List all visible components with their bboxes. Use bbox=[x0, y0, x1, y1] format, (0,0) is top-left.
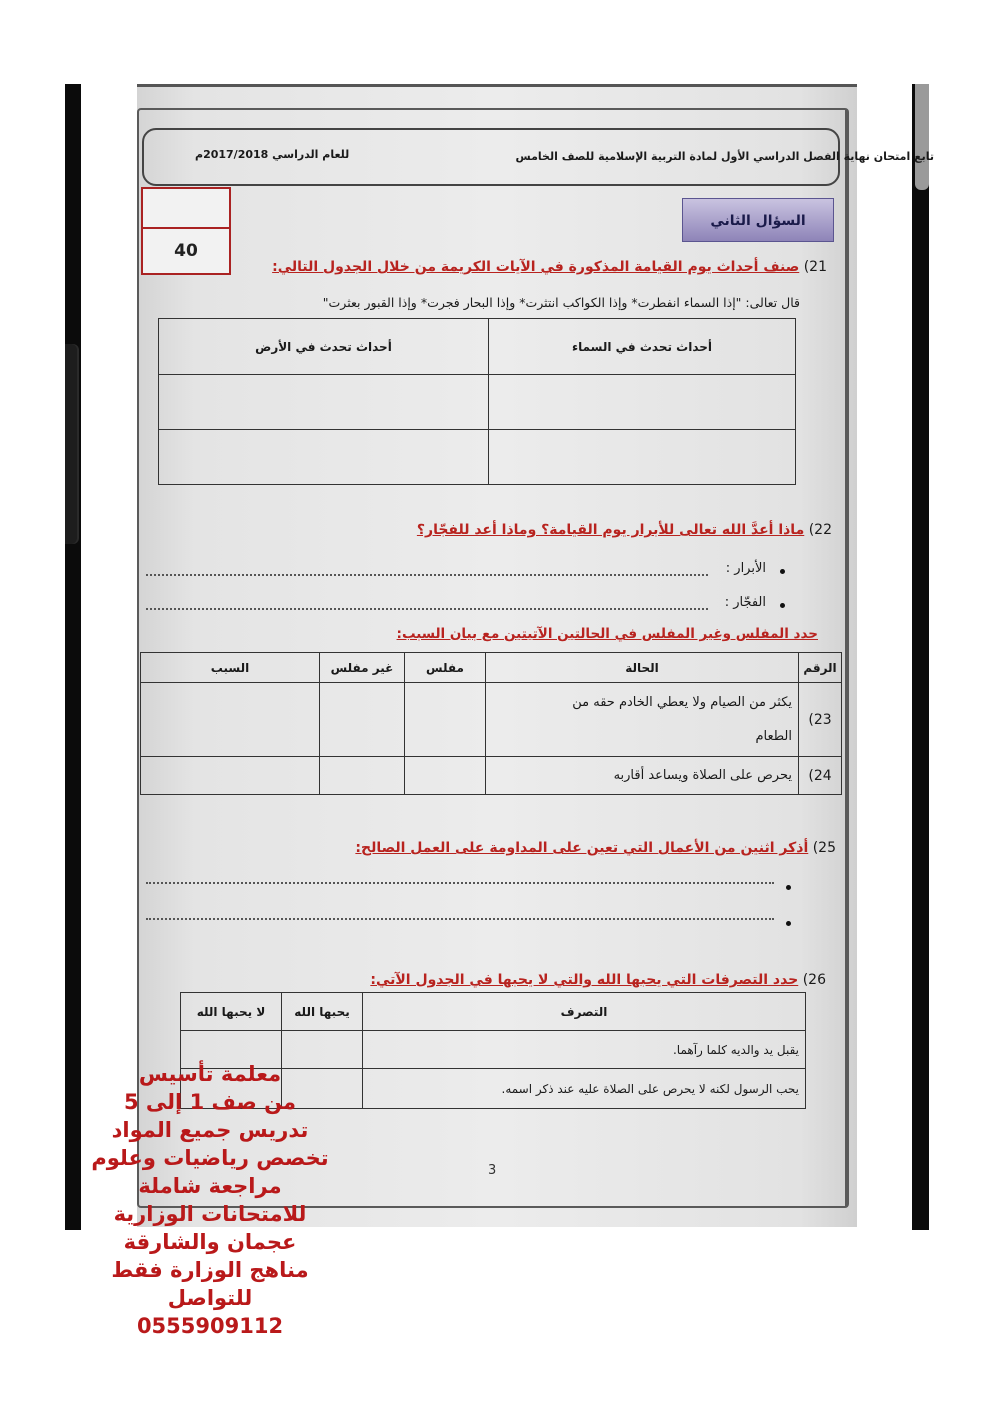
loved-header: يحبها الله bbox=[282, 993, 363, 1031]
action-cell: يحب الرسول لكنه لا يحرص على الصلاة عليه عند ذكر اسمه. bbox=[363, 1069, 806, 1109]
bankrupt-table bbox=[140, 652, 842, 795]
ad-line: من صف 1 إلى 5 bbox=[123, 1090, 297, 1114]
verse-text: قال تعالى: "إذا السماء انفطرت* وإذا الكواكب انتثرت* وإذا البحار فجرت* وإذا القبور بعثرت" bbox=[322, 295, 800, 310]
ad-line: للامتحانات الوزارية bbox=[113, 1202, 307, 1226]
page-number: 3 bbox=[488, 1163, 497, 1178]
ad-line: عجمان والشارقة bbox=[123, 1230, 297, 1254]
ad-line: معلمة تأسيس bbox=[138, 1062, 282, 1086]
answer-line[interactable] bbox=[146, 882, 774, 884]
row-number: 24) bbox=[799, 757, 842, 795]
bullet-icon bbox=[786, 921, 791, 926]
answer-cell[interactable] bbox=[405, 757, 486, 795]
fujjar-label: الفجّار : bbox=[724, 595, 766, 610]
not-bankrupt-header: غير مفلس bbox=[320, 653, 405, 683]
scrollbar-thumb[interactable] bbox=[915, 84, 929, 190]
question-25 bbox=[355, 840, 836, 856]
abrar-label: الأبرار : bbox=[725, 561, 766, 576]
case-cell: يحرص على الصلاة ويساعد أقاربه bbox=[486, 757, 799, 795]
question-prompt: أذكر اثنين من الأعمال التي تعين على المداومة على العمل الصالح: bbox=[355, 840, 809, 856]
bullet-icon bbox=[786, 885, 791, 890]
case-cell bbox=[486, 683, 799, 757]
answer-cell[interactable] bbox=[489, 430, 796, 485]
answer-cell[interactable] bbox=[159, 430, 489, 485]
bankrupt-instruction: حدد المفلس وغير المفلس في الحالتين الآتيتين مع بيان السبب: bbox=[396, 626, 818, 642]
question-prompt: ماذا أعدَّ الله تعالى للأبرار يوم القيامة؟ وماذا أعد للفجّار؟ bbox=[416, 522, 805, 538]
answer-cell[interactable] bbox=[405, 683, 486, 757]
reason-header: السبب bbox=[141, 653, 320, 683]
tutor-advertisement bbox=[60, 1060, 360, 1340]
left-edge-tab bbox=[65, 344, 77, 544]
ad-line: مناهج الوزارة فقط bbox=[111, 1258, 309, 1282]
answer-cell[interactable] bbox=[489, 375, 796, 430]
answer-line[interactable] bbox=[146, 574, 708, 576]
answer-cell[interactable] bbox=[141, 683, 320, 757]
col-sky-header: أحداث تحدث في السماء bbox=[489, 319, 796, 375]
answer-line[interactable] bbox=[146, 608, 708, 610]
exam-title: تابع امتحان نهاية الفصل الدراسي الأول لمادة التربية الإسلامية للصف الخامس bbox=[515, 150, 934, 163]
question-number: 26) bbox=[802, 972, 826, 988]
question-22 bbox=[417, 522, 832, 538]
question-number: 25) bbox=[812, 840, 836, 856]
action-cell: يقبل يد والديه كلما رآهما. bbox=[363, 1031, 806, 1069]
question-number: 22) bbox=[808, 522, 832, 538]
question-prompt: حدد التصرفات التي يحبها الله والتي لا يحبها في الجدول الآتي: bbox=[370, 972, 799, 988]
q21-table bbox=[158, 318, 796, 485]
answer-cell[interactable] bbox=[141, 757, 320, 795]
ad-line: مراجعة شاملة bbox=[138, 1174, 282, 1198]
question-number: 21) bbox=[803, 259, 827, 275]
num-header: الرقم bbox=[799, 653, 842, 683]
case-header: الحالة bbox=[486, 653, 799, 683]
ad-line: تخصص رياضيات وعلوم bbox=[91, 1146, 329, 1170]
answer-cell[interactable] bbox=[320, 757, 405, 795]
row-number: 23) bbox=[799, 683, 842, 757]
answer-line[interactable] bbox=[146, 918, 774, 920]
right-screen-edge bbox=[912, 84, 929, 1230]
col-earth-header: أحداث تحدث في الأرض bbox=[159, 319, 489, 375]
bankrupt-header: مفلس bbox=[405, 653, 486, 683]
grade-box bbox=[141, 187, 231, 275]
ad-phone[interactable]: 0555909112 bbox=[136, 1314, 284, 1338]
not-loved-header: لا يحبها الله bbox=[181, 993, 282, 1031]
school-year: للعام الدراسي 2017/2018م bbox=[195, 148, 350, 161]
case-line: يكثر من الصيام ولا يعطي الخادم حقه من bbox=[572, 694, 792, 710]
answer-cell[interactable] bbox=[159, 375, 489, 430]
bullet-icon bbox=[780, 603, 785, 608]
ad-line: للتواصل bbox=[167, 1286, 253, 1310]
grade-total: 40 bbox=[174, 241, 198, 261]
question-21 bbox=[272, 259, 827, 275]
question-prompt: صنف أحداث يوم القيامة المذكورة في الآيات الكريمة من خلال الجدول التالي: bbox=[272, 259, 800, 275]
left-screen-edge bbox=[65, 84, 81, 1230]
ad-line: تدريس جميع المواد bbox=[111, 1118, 309, 1142]
section-title: السؤال الثاني bbox=[682, 198, 834, 242]
question-26 bbox=[370, 972, 826, 988]
bullet-icon bbox=[780, 569, 785, 574]
action-header: التصرف bbox=[363, 993, 806, 1031]
answer-cell[interactable] bbox=[320, 683, 405, 757]
case-line: الطعام bbox=[755, 728, 792, 744]
